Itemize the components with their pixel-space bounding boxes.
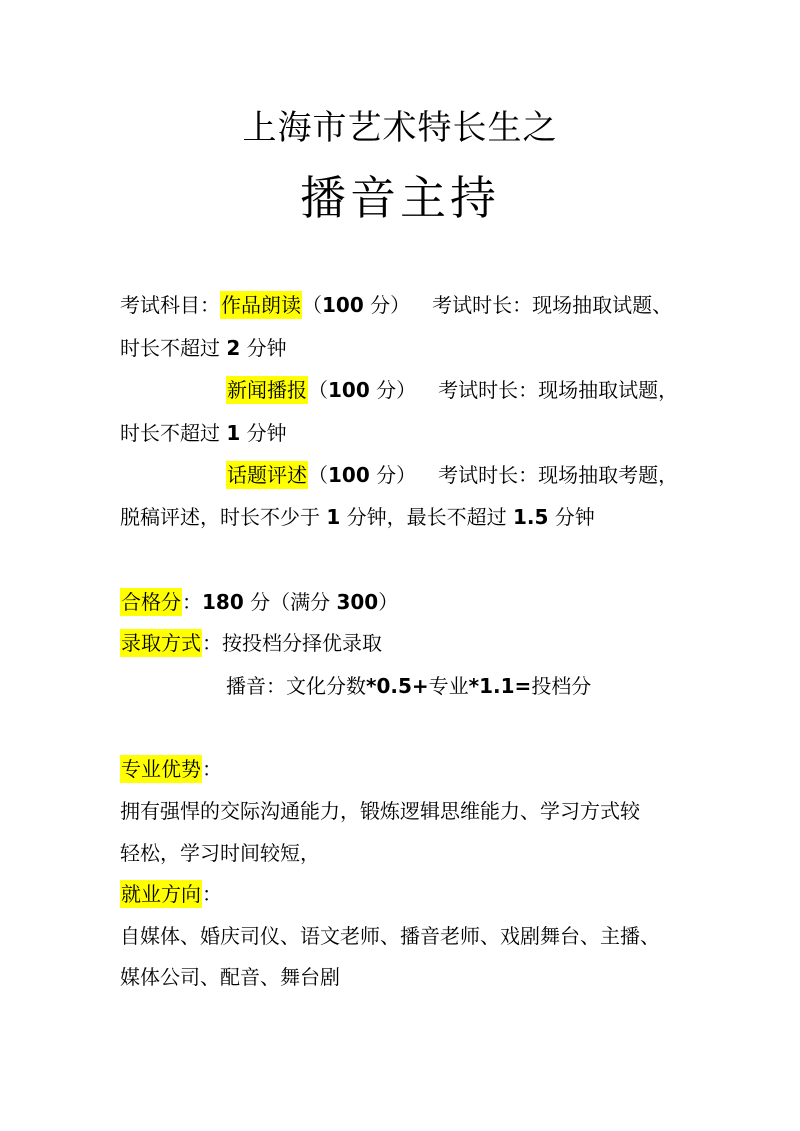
colon: ： [202,882,222,906]
wrap-text: 时长不超过 [120,336,227,360]
admission-text: ：按投档分择优录取 [202,631,382,655]
wrap-text: 脱稿评述，时长不少于 [120,505,327,529]
exam-score-1: 100 [322,293,364,317]
full-score-value: 300 [336,590,379,614]
advantage-text-2: 轻松，学习时间较短， [120,841,320,865]
formula-text: 投档分 [531,674,592,698]
exam-line-2-wrap [120,418,700,448]
pass-score-text: 分（满分 [243,590,337,614]
pass-score-label: 合格分 [121,590,181,614]
formula-operator: *1.1= [468,674,532,698]
exam-duration-3: 考试时长：现场抽取考题， [438,463,679,487]
exam-line-3 [226,460,800,490]
score-open: （ [302,293,322,317]
wrap-number: 1 [326,505,341,529]
formula-text: 播音：文化分数 [226,674,366,698]
wrap-number: 1.5 [513,505,549,529]
advantage-label: 专业优势 [121,757,201,781]
wrap-text: 时长不超过 [120,421,227,445]
exam-duration-1: 考试时长：现场抽取试题、 [432,293,673,317]
exam-score-2: 100 [328,378,370,402]
exam-label: 考试科目： [120,293,220,317]
exam-line-2 [226,375,800,405]
wrap-number: 2 [226,336,241,360]
document-subtitle: 播音主持 [300,171,500,225]
exam-line-3-wrap [120,502,700,532]
admission-label: 录取方式 [121,631,201,655]
score-close: 分） [363,293,411,317]
exam-item-name-3: 话题评述 [227,463,307,487]
pass-score-text: ） [378,590,399,614]
wrap-number: 1 [226,421,241,445]
exam-score-3: 100 [328,463,370,487]
admission-line [120,628,700,658]
wrap-text: 分钟 [240,421,287,445]
formula-text: 专业 [428,674,469,698]
pass-score-line [120,587,700,617]
exam-item-name-2: 新闻播报 [227,378,307,402]
exam-line-1 [120,290,700,320]
career-text-2: 媒体公司、配音、舞台剧 [120,965,340,989]
wrap-text: 分钟，最长不超过 [340,505,513,529]
score-close: 分） [369,378,417,402]
advantage-heading [120,754,700,784]
advantage-text-1: 拥有强悍的交际沟通能力，锻炼逻辑思维能力、学习方式较 [120,799,640,823]
formula-operator: *0.5+ [366,674,429,698]
career-text-1: 自媒体、婚庆司仪、语文老师、播音老师、戏剧舞台、主播、 [120,924,660,948]
colon: ： [182,590,202,614]
exam-item-name-1: 作品朗读 [221,293,301,317]
wrap-text: 分钟 [548,505,595,529]
exam-line-1-wrap [120,333,700,363]
admission-formula [226,671,800,701]
document-title: 上海市艺术特长生之 [242,108,558,148]
score-close: 分） [369,463,417,487]
score-open: （ [308,378,328,402]
career-heading [120,879,700,909]
wrap-text: 分钟 [240,336,287,360]
pass-score-value: 180 [202,590,244,614]
career-label: 就业方向 [121,882,201,906]
colon: ： [202,757,222,781]
exam-duration-2: 考试时长：现场抽取试题， [438,378,679,402]
score-open: （ [308,463,328,487]
